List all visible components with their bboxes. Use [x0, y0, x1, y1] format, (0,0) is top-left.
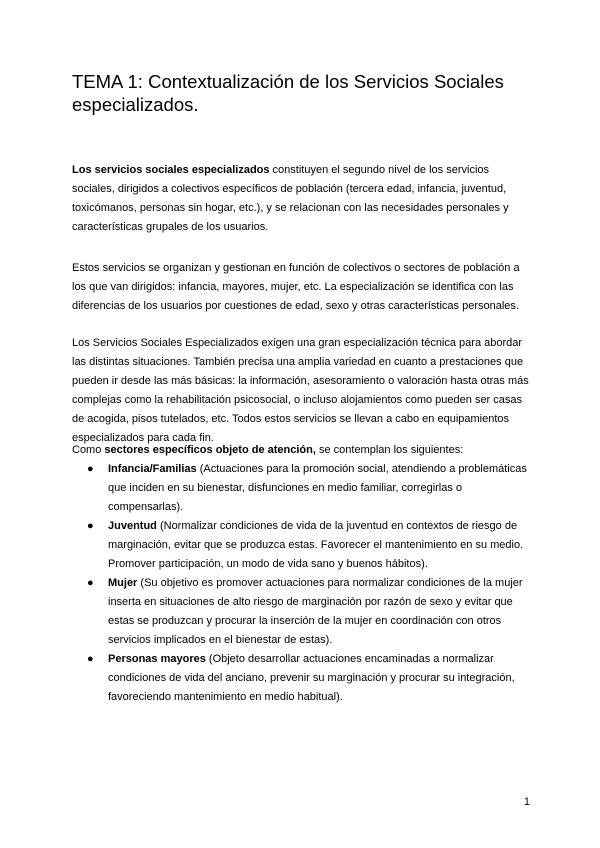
bullet-icon: ●	[87, 463, 94, 475]
paragraph-organization: Estos servicios se organizan y gestionan en función de colectivos o sectores de población a los que van dirigidos: infancia, mayores, mujer, etc. La especialización se identifica con las diferencias de los usuarios por cuestiones de edad, sexo y otras características personales.	[72, 262, 520, 312]
list-item-text: (Normalizar condiciones de vida de la juventud en contextos de riesgo de marginación, evitar que se produzca estas. Favorecer el mantenimiento en su medio. Promover participación, un modo de vida sano y buenos hábitos).	[108, 520, 524, 570]
bullet-icon: ●	[87, 577, 94, 589]
page-number: 1	[523, 796, 530, 808]
list-item-title: Juventud	[108, 520, 157, 532]
document-title: TEMA 1: Contextualización de los Servicios Sociales especializados.	[72, 71, 504, 115]
list-item-text: (Actuaciones para la promoción social, atendiendo a problemáticas que inciden en su bienestar, disfunciones en medio familiar, corregirlas o compensarlas).	[108, 463, 527, 513]
bullet-icon: ●	[87, 520, 94, 532]
list-item-text: (Objeto desarrollar actuaciones encaminadas a normalizar condiciones de vida del anciano, prevenir su marginación y procurar su integración, favoreciendo mantenimiento en medio habitual).	[108, 653, 515, 703]
list-item-title: Mujer	[108, 577, 138, 589]
list-item	[72, 650, 534, 707]
list-item-text: (Su objetivo es promover actuaciones para normalizar condiciones de la mujer inserta en situaciones de alto riesgo de marginación por razón de sexo y evitar que estas se produzcan y procurar la inserción de la mujer en coordinación con otros servicios implicados en el bienestar de estas).	[108, 577, 523, 646]
list-item-title: Personas mayores	[108, 653, 206, 665]
paragraph-intro	[72, 161, 534, 237]
paragraph-specialization: Los Servicios Sociales Especializados exigen una gran especialización técnica para abordar las distintas situaciones. También precisa una amplia variedad en cuanto a prestaciones que pueden ir desde las más básicas: la información, asesoramiento o valoración hasta otras más complejas como la rehabilitación psicosocial, o incluso alojamientos como pueden ser casas de acogida, pisos tutelados, etc. Todos estos servicios se llevan a cabo en equipamientos especializados para cada fin.	[72, 337, 529, 444]
sectors-list	[72, 460, 534, 707]
bullet-icon: ●	[87, 653, 94, 665]
paragraph-sectors-intro	[72, 441, 534, 460]
sectors-intro-post: se contemplan los siguientes:	[315, 444, 464, 456]
sectors-intro-pre: Como	[72, 444, 105, 456]
paragraph-intro-text: constituyen el segundo nivel de los servicios sociales, dirigidos a colectivos específicos de población (tercera edad, infancia, juventud, toxicómanos, personas sin hogar, etc.), y se relacionan con las necesidades personales y características grupales de los usuarios.	[72, 164, 509, 233]
list-item	[72, 517, 534, 574]
paragraph-intro-bold: Los servicios sociales especializados	[72, 164, 270, 176]
list-item	[72, 574, 534, 650]
list-item	[72, 460, 534, 517]
list-item-title: Infancia/Familias	[108, 463, 197, 475]
sectors-intro-bold: sectores específicos objeto de atención,	[104, 444, 316, 456]
